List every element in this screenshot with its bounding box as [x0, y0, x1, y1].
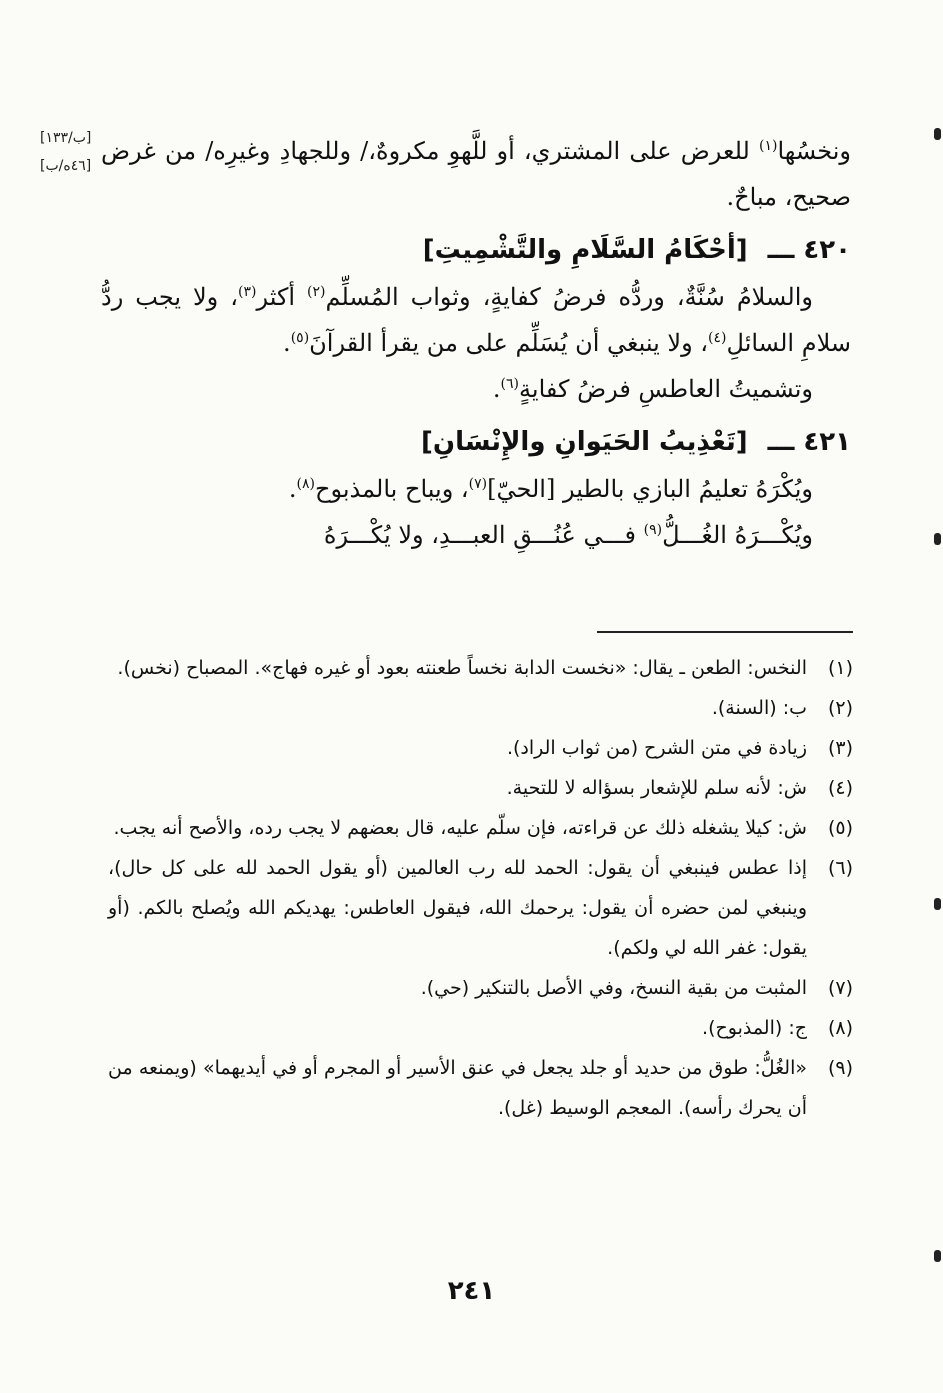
footnote-ref-5[interactable]: (٥): [290, 330, 310, 346]
paragraph-text: أكثر: [256, 283, 308, 311]
footnote-text: إذا عطس فينبغي أن يقول: الحمد لله رب العالمين (أو يقول الحمد لله على كل حال)، وينبغي لمن حضره أن يقول: يرحمك الله، فيقول العاطس: يهديكم الله ويُصلح بالكم. (أو يقول: غفر الله لي ولكم).: [108, 857, 807, 959]
footnote-4: [108, 768, 853, 808]
footnote-text: زيادة في متن الشرح (من ثواب الراد).: [506, 737, 807, 759]
paragraph-text: ، ولا ينبغي أن يُسَلِّم على من يقرأ القرآنَ: [309, 329, 709, 357]
footnote-3: [108, 728, 853, 768]
footnote-7: [108, 968, 853, 1008]
footnote-5: [108, 808, 853, 848]
paragraph-text: والسلامُ سُنَّةٌ، وردُّه فرضُ كفايةٍ، وثواب المُسلِّم: [325, 283, 813, 311]
footnote-number: (٦): [827, 857, 853, 879]
paragraph-3: [101, 366, 851, 412]
footnotes: [108, 648, 853, 1128]
paragraph-text: ، ولا يجب ردُّ سلامِ السائلِ: [101, 283, 851, 357]
paragraph-text: ويُكْـــرَهُ الغُـــلُّ: [662, 521, 813, 549]
paragraph-text: ، ويباح بالمذبوح: [314, 475, 469, 503]
section-title: [تَعْذِيبُ الحَيَوانِ والإِنْسَانِ]: [421, 427, 748, 457]
paragraph-text: .: [283, 329, 291, 357]
footnote-ref-3[interactable]: (٣): [238, 284, 257, 300]
footnote-text: ب: (السنة).: [711, 697, 807, 719]
footnote-6: [108, 848, 853, 968]
footnote-number: (٤): [827, 777, 853, 799]
footnote-number: (٣): [827, 737, 853, 759]
paragraph-text: .: [492, 375, 501, 403]
margin-reference-1: [ب/١٣٣]: [40, 130, 92, 146]
footnote-number: (٩): [827, 1057, 853, 1079]
paragraph-text: .: [288, 475, 297, 503]
footnote-number: (٢): [827, 697, 853, 719]
section-heading-420: [101, 230, 851, 270]
paragraph-text: فـــي عُنُـــقِ العبـــدِ، ولا يُكْـــرَهُ: [323, 521, 644, 549]
footnote-ref-9[interactable]: (٩): [643, 522, 663, 538]
footnote-ref-7[interactable]: (٧): [468, 476, 488, 492]
footnote-number: (٨): [827, 1017, 853, 1039]
footnote-ref-4[interactable]: (٤): [708, 330, 727, 346]
footnote-1: [108, 648, 853, 688]
paragraph-text: ونخسُها: [777, 137, 851, 165]
footnote-number: (٥): [827, 817, 853, 839]
section-number: ٤٢٠ ـــ: [767, 235, 851, 265]
paragraph-4: [101, 466, 851, 512]
paragraph-text: ويُكْرَهُ تعليمُ البازي بالطير [الحيّ]: [487, 475, 813, 503]
paragraph-2: [101, 274, 851, 366]
footnote-2: [108, 688, 853, 728]
scan-mark: [934, 128, 941, 140]
margin-reference-2: [٤٦ه/ب]: [40, 158, 92, 174]
footnote-text: «الغُلُّ: طوق من حديد أو جلد يجعل في عنق الأسير أو المجرم أو في أيديهما» (ويمنعه من أن يحرك رأسه). المعجم الوسيط (غل).: [108, 1057, 807, 1119]
footnote-text: ش: كيلا يشغله ذلك عن قراءته، فإن سلّم عليه، قال بعضهم لا يجب رده، والأصح أنه يجب.: [113, 817, 807, 839]
footnote-9: [108, 1048, 853, 1128]
footnote-text: ج: (المذبوح).: [702, 1017, 807, 1039]
paragraph-1: [101, 128, 851, 220]
footnote-text: النخس: الطعن ـ يقال: «نخست الدابة نخساً طعنته بعود أو غيره فهاج». المصباح (نخس).: [117, 657, 807, 679]
footnote-8: [108, 1008, 853, 1048]
footnote-text: المثبت من بقية النسخ، وفي الأصل بالتنكير (حي).: [420, 977, 807, 999]
footnote-number: (٧): [827, 977, 853, 999]
paragraph-5: [101, 512, 851, 558]
scan-mark: [934, 533, 941, 545]
footnote-ref-8[interactable]: (٨): [296, 476, 315, 492]
footnote-number: (١): [827, 657, 853, 679]
scan-mark: [934, 1250, 941, 1262]
footnote-separator: [597, 631, 853, 633]
footnote-text: ش: لأنه سلم للإشعار بسؤاله لا للتحية.: [506, 777, 807, 799]
section-title: [أحْكَامُ السَّلَامِ والتَّشْمِيتِ]: [422, 235, 748, 265]
footnote-ref-1[interactable]: (١): [758, 138, 778, 154]
scan-mark: [934, 898, 941, 910]
section-heading-421: [101, 422, 851, 462]
section-number: ٤٢١ ـــ: [767, 427, 851, 457]
page-number: ٢٤١: [447, 1276, 496, 1306]
footnote-ref-6[interactable]: (٦): [500, 376, 520, 392]
footnote-ref-2[interactable]: (٢): [307, 284, 326, 300]
main-text: [101, 128, 851, 558]
paragraph-text: وتشميتُ العاطسِ فرضُ كفايةٍ: [519, 375, 813, 403]
paragraph-text: للعرض على المشتري، أو للَّهوِ مكروهٌ،/ وللجهادِ وغيرِه/ من غرض صحيح، مباحٌ.: [101, 137, 851, 211]
